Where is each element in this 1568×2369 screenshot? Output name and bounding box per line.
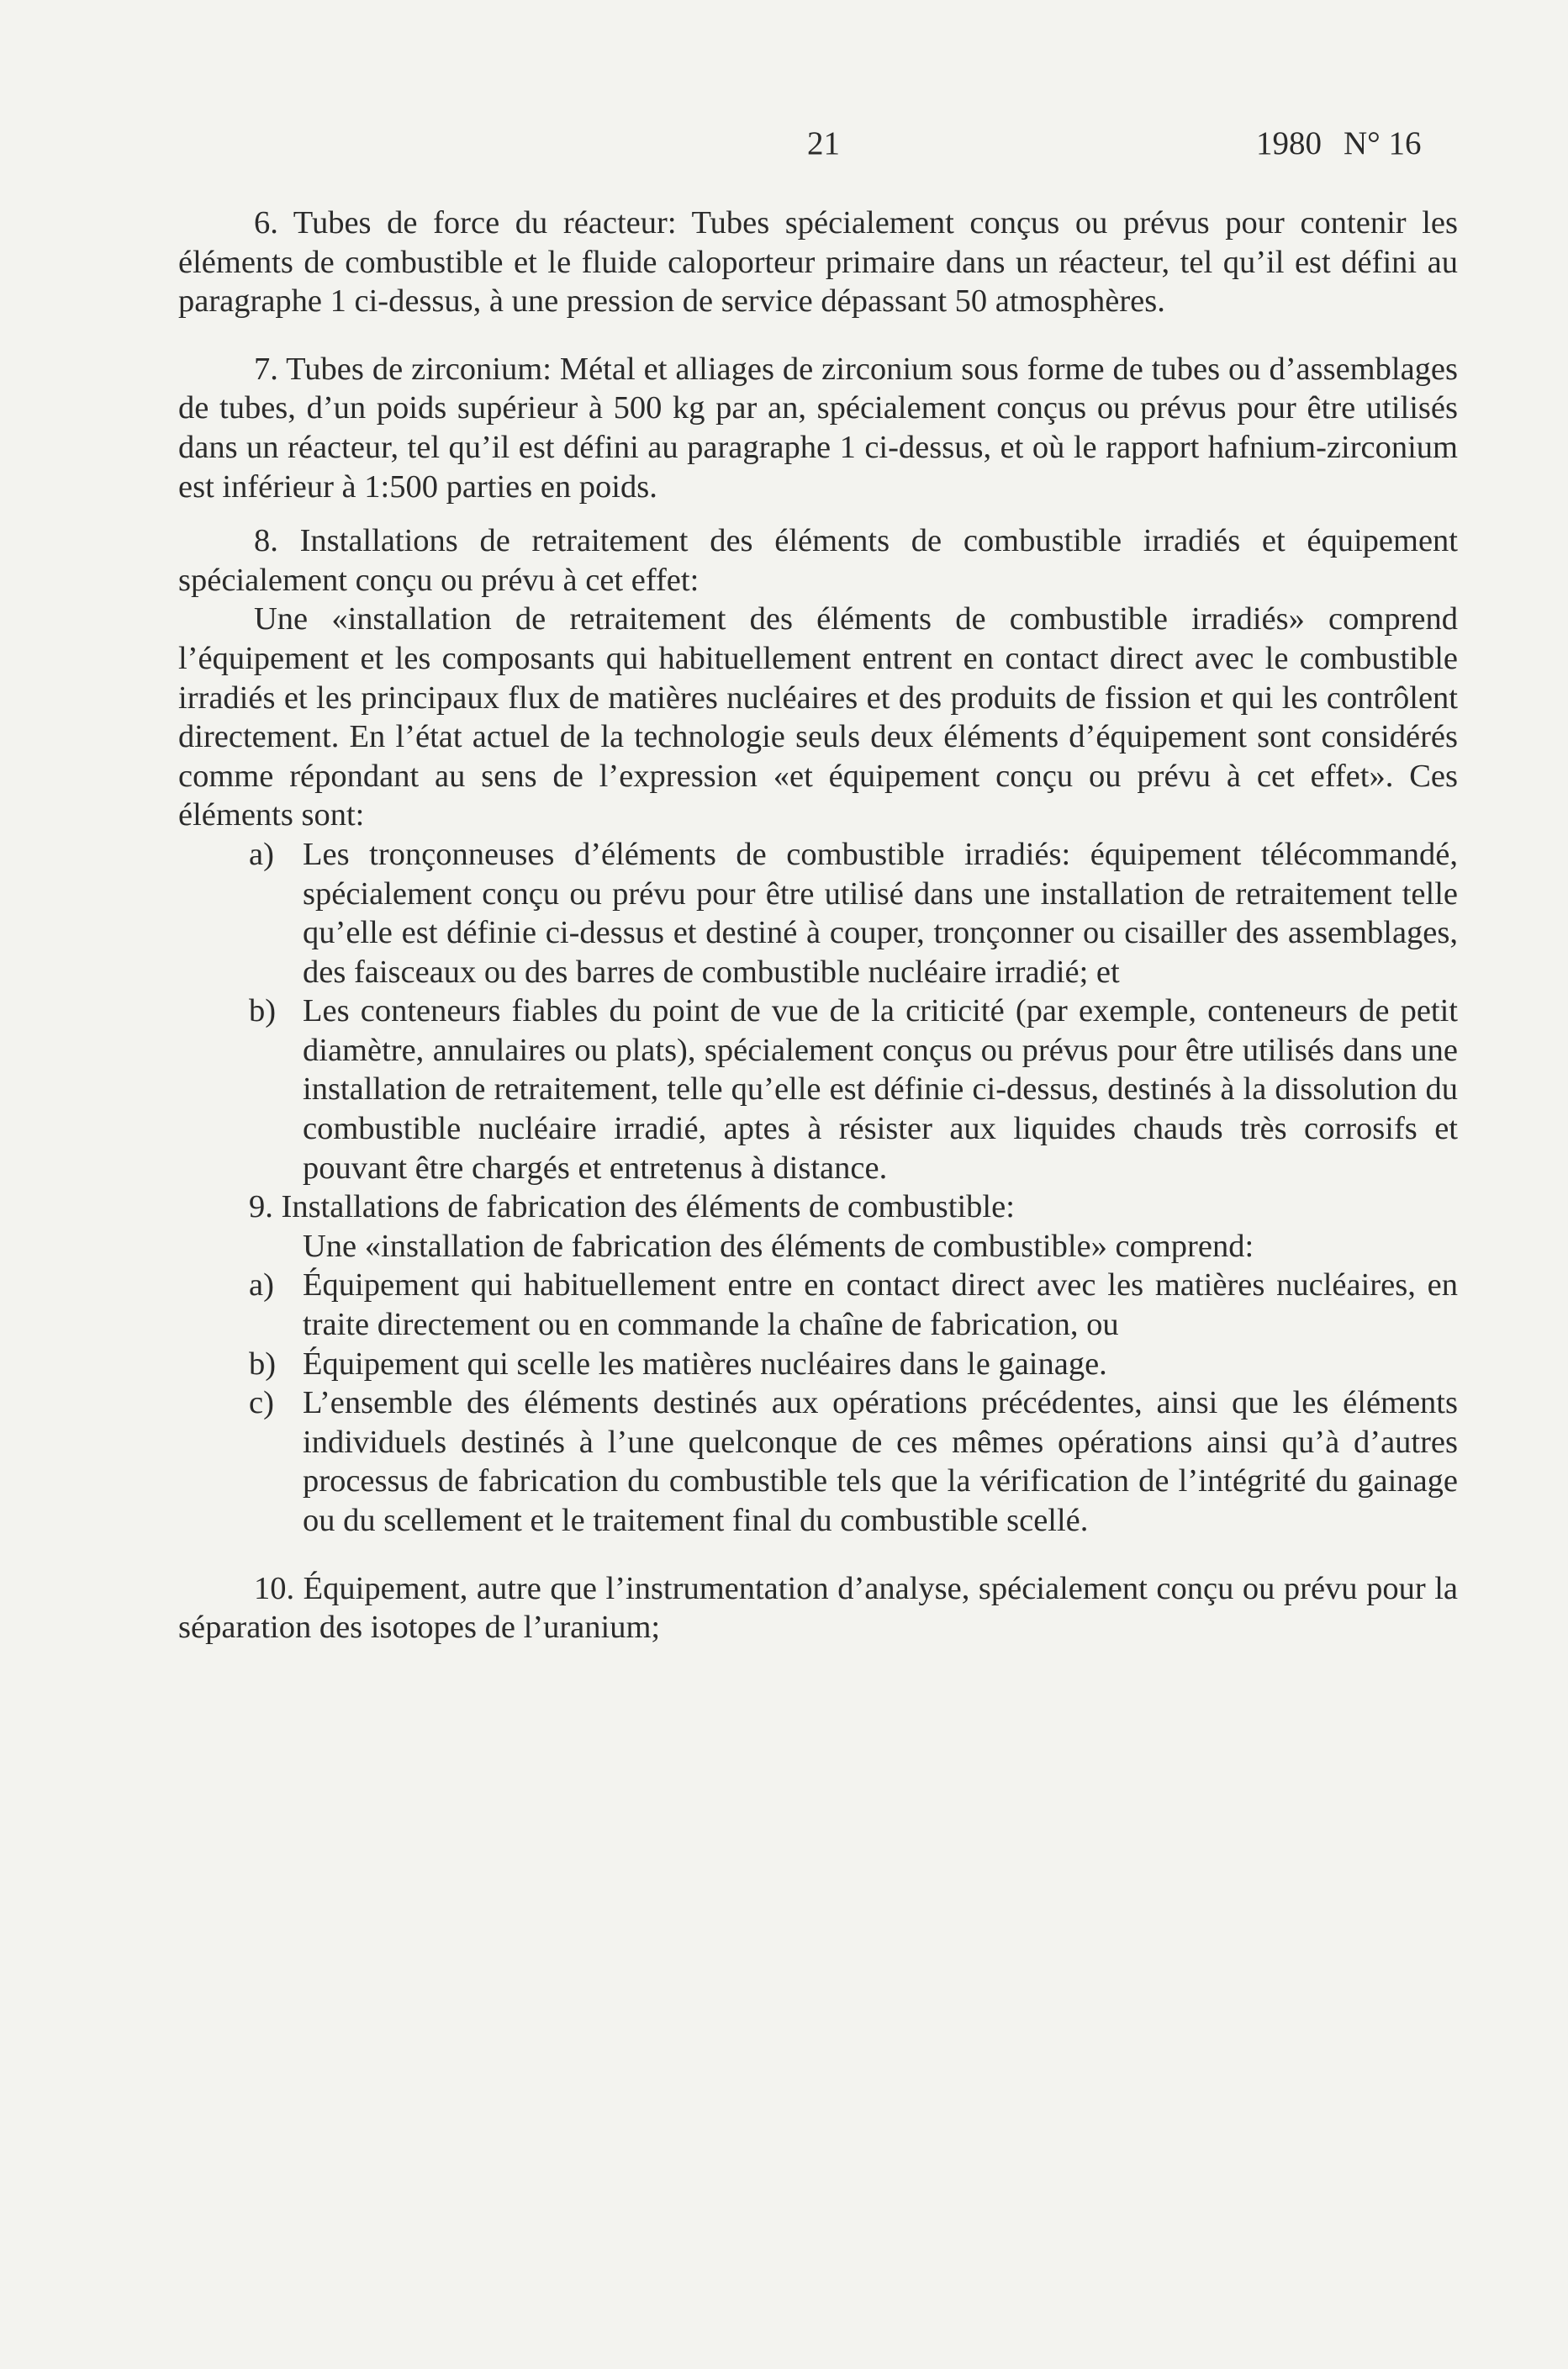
page-body <box>178 204 1458 1647</box>
list-item-text: Les tronçonneuses d’éléments de combustible irradiés: équipement télécommandé, spécialement conçu ou prévu pour être utilisé dans une installation de retraitement telle qu’elle est définie ci-dessus et destiné à couper, tronçonner ou cisailler des assemblages, des faisceaux ou des barres de combustible nucléaire irradié; et <box>303 836 1458 990</box>
document-number: N° 16 <box>1344 125 1422 161</box>
page-number: 21 <box>807 125 840 161</box>
paragraph-9-heading: 9. Installations de fabrication des éléments de combustible: <box>249 1189 1015 1225</box>
list-item-text: Équipement qui habituellement entre en contact direct avec les matières nucléaires, en traite directement ou en commande la chaîne de fabrication, ou <box>303 1267 1458 1343</box>
list-item-marker: a) <box>249 1267 274 1303</box>
list-item <box>178 835 1458 991</box>
list-item <box>178 1345 1458 1384</box>
paragraph-8-heading: 8. Installations de retraitement des éléments de combustible irradiés et équipement spécialement conçu ou prévu à cet effet: <box>178 523 1458 598</box>
list-item-marker: b) <box>249 993 277 1029</box>
paragraph-10: 10. Équipement, autre que l’instrumentation d’analyse, spécialement conçu ou prévu pour la séparation des isotopes de l’uranium; <box>178 1570 1458 1646</box>
page-header <box>0 124 1568 175</box>
list-item-text: L’ensemble des éléments destinés aux opérations précédentes, ainsi que les éléments individuels destinés à l’une quelconque de ces mêmes opérations ainsi qu’à d’autres processus de fabrication du combustible tels que la vérification de l’intégrité du gainage ou du scellement et le traitement final du combustible scellé. <box>303 1385 1458 1538</box>
paragraph-7: 7. Tubes de zirconium: Métal et alliages de zirconium sous forme de tubes ou d’assemblages de tubes, d’un poids supérieur à 500 kg par an, spécialement conçus ou prévus pour être utilisés dans un réacteur, tel qu’il est défini au paragraphe 1 ci-dessus, et où le rapport hafnium-zirconium est inférieur à 1:500 parties en poids. <box>178 351 1458 505</box>
list-item <box>178 1383 1458 1540</box>
list-item-text: Les conteneurs fiables du point de vue de la criticité (par exemple, conteneurs de petit diamètre, annulaires ou plats), spécialement conçus ou prévus pour être utilisés dans une installation de retraitement, telle qu’elle est définie ci-dessus, destinés à la dissolution du combustible nucléaire irradié, aptes à résister aux liquides chauds très corrosifs et pouvant être chargés et entretenus à distance. <box>303 993 1458 1186</box>
list-item <box>178 991 1458 1187</box>
list-item-marker: c) <box>249 1385 274 1421</box>
document-year: 1980 <box>1256 125 1322 161</box>
paragraph-6: 6. Tubes de force du réacteur: Tubes spécialement conçus ou prévus pour contenir les éléments de combustible et le fluide caloporteur primaire dans un réacteur, tel qu’il est défini au paragraphe 1 ci-dessus, à une pression de service dépassant 50 atmosphères. <box>178 205 1458 320</box>
list-item-text: Équipement qui scelle les matières nucléaires dans le gainage. <box>303 1346 1107 1382</box>
list-item-marker: b) <box>249 1346 277 1382</box>
list-item-marker: a) <box>249 836 274 872</box>
paragraph-8-intro: Une «installation de retraitement des éléments de combustible irradiés» comprend l’équipement et les composants qui habituellement entrent en contact direct avec le combustible irradiés et les principaux flux de matières nucléaires et des produits de fission et qui les contrôlent directement. En l’état actuel de la technologie seuls deux éléments d’équipement sont considérés comme répondant au sens de l’expression «et équipement conçu ou prévu à cet effet». Ces éléments sont: <box>178 601 1458 833</box>
document-reference <box>1256 124 1422 162</box>
paragraph-9-intro: Une «installation de fabrication des éléments de combustible» comprend: <box>303 1228 1254 1264</box>
list-item <box>178 1266 1458 1344</box>
